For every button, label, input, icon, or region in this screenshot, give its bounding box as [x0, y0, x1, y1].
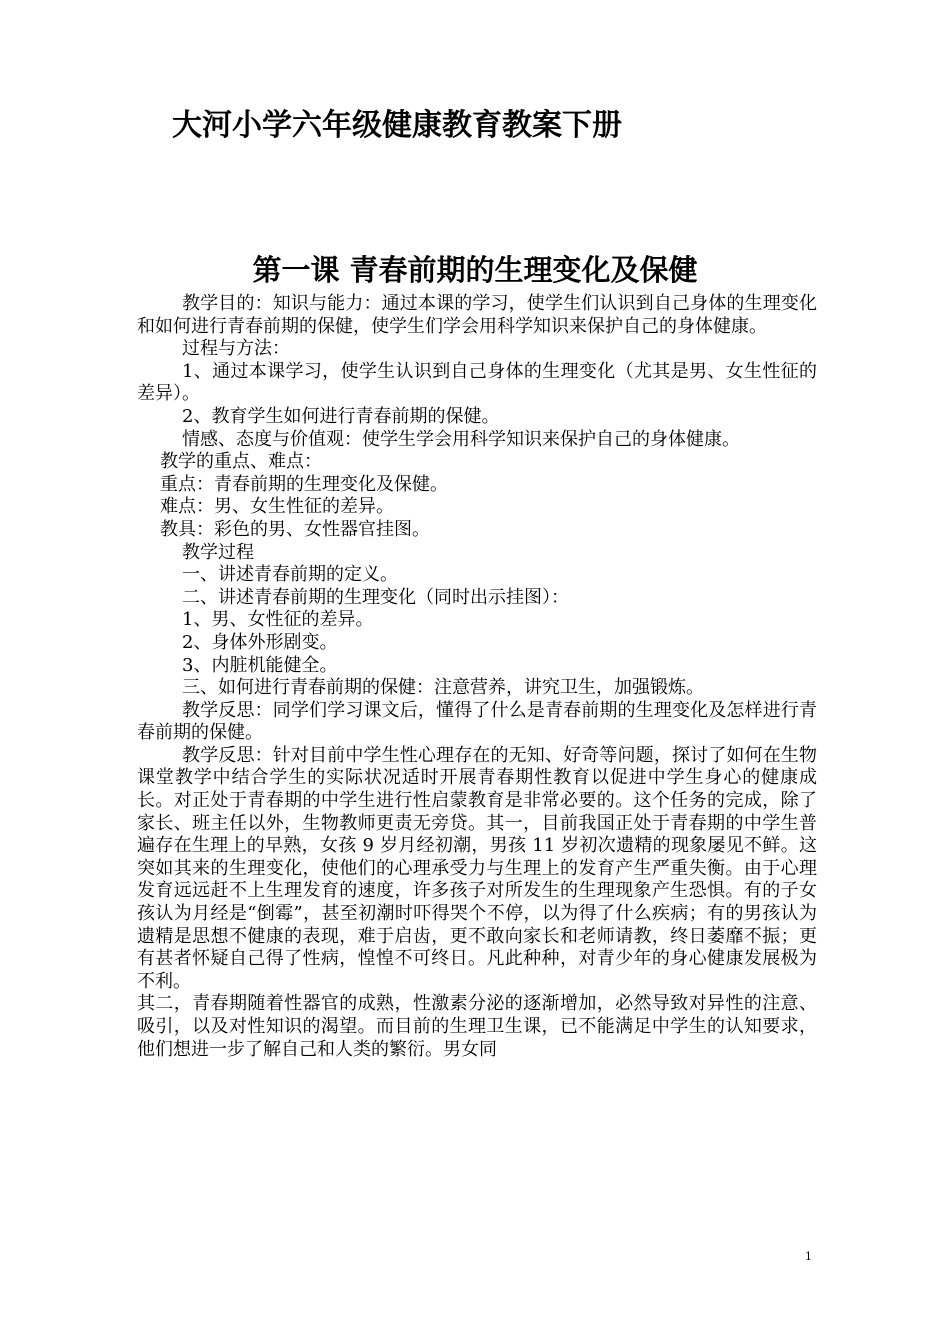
paragraph-teaching-objectives: 教学目的：知识与能力：通过本课的学习，使学生们认识到自己身体的生理变化和如何进行青春前期的保健，使学生们学会用科学知识来保护自己的身体健康。: [137, 293, 817, 337]
paragraph-emotion-attitude: 情感、态度与价值观：使学生学会用科学知识来保护自己的身体健康。: [182, 428, 740, 450]
paragraph-teaching-process: 教学过程: [182, 541, 254, 563]
paragraph-key-point: 重点：青春前期的生理变化及保健。: [160, 473, 448, 495]
paragraph-step-3: 三、如何进行青春前期的保健：注意营养，讲究卫生，加强锻炼。: [182, 677, 704, 699]
document-title: 大河小学六年级健康教育教案下册: [172, 108, 622, 143]
paragraph-step-1: 一、讲述青春前期的定义。: [182, 564, 398, 586]
paragraph-reflection-1: 教学反思：同学们学习课文后，懂得了什么是青春前期的生理变化及怎样进行青春前期的保健。: [137, 699, 817, 744]
lesson-body: [137, 293, 817, 1061]
paragraph-key-difficult: 教学的重点、难点：: [160, 451, 322, 473]
paragraph-step-2-item-2: 2、身体外形剧变。: [182, 631, 338, 653]
paragraph-step-2-item-1: 1、男、女性征的差异。: [182, 609, 374, 631]
paragraph-second-point: 其二，青春期随着性器官的成熟，性激素分泌的逐渐增加，必然导致对异性的注意、吸引，以及对性知识的渴望。而目前的生理卫生课，已不能满足中学生的认知要求，他们想进一步了解自己和人类的繁衍。男女同: [137, 993, 817, 1060]
paragraph-process-item-1: 1、通过本课学习，使学生认识到自己身体的生理变化（尤其是男、女生性征的差异）。: [137, 360, 817, 405]
paragraph-process-methods: 过程与方法：: [182, 338, 290, 360]
paragraph-process-item-2: 2、教育学生如何进行青春前期的保健。: [182, 405, 500, 427]
paragraph-step-2: 二、讲述青春前期的生理变化（同时出示挂图）：: [182, 586, 569, 608]
page-number: 1: [805, 1250, 812, 1263]
paragraph-difficult-point: 难点：男、女生性征的差异。: [160, 496, 394, 518]
lesson-title: 第一课 青春前期的生理变化及保健: [252, 253, 698, 287]
paragraph-reflection-2: 教学反思：针对目前中学生性心理存在的无知、好奇等问题，探讨了如何在生物课堂教学中结合学生的实际状况适时开展青春期性教育以促进中学生身心的健康成长。对正处于青春期的中学生进行性启蒙教育是非常必要的。这个任务的完成，除了家长、班主任以外，生物教师更责无旁贷。其一，目前我国正处于青春期的中学生普遍存在生理上的早熟，女孩 9 岁月经初潮，男孩 11 岁初次遗精的现象屡见不鲜。这突如其来的生理变化，使他们的心理承受力与生理上的发育产生严重失衡。由于心理发育远远赶不上生理发育的速度，许多孩子对所发生的生理现象产生恐惧。有的子女孩认为月经是“倒霉”，甚至初潮时吓得哭个不停，以为得了什么疾病；有的男孩认为遗精是思想不健康的表现，难于启齿，更不敢向家长和老师请教，终日萎靡不振；更有甚者怀疑自己得了性病，惶惶不可终日。凡此种种，对青少年的身心健康发展极为不利。: [137, 744, 817, 992]
paragraph-step-2-item-3: 3、内脏机能健全。: [182, 654, 338, 676]
paragraph-teaching-aids: 教具：彩色的男、女性器官挂图。: [160, 518, 430, 540]
